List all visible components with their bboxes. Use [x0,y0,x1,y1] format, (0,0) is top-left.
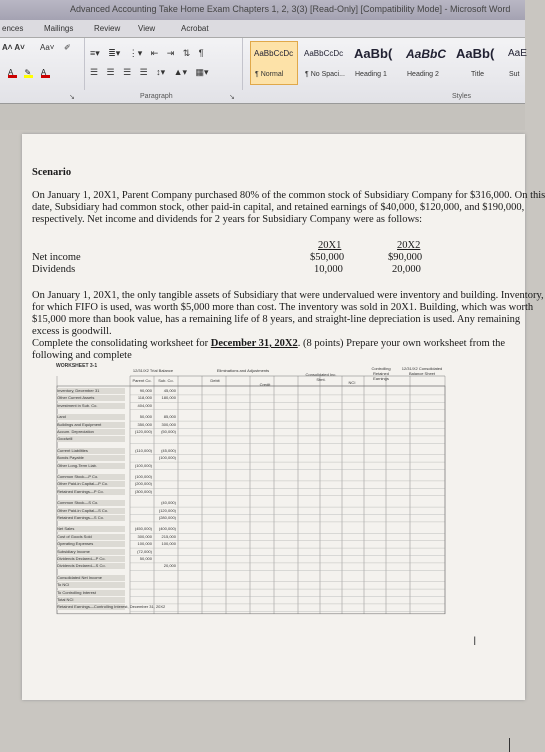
worksheet-cell-parent: (72,000) [137,548,152,554]
worksheet-row [57,508,457,514]
worksheet-row-label: Total NCI [57,597,74,602]
worksheet-row-label: Other Paid-in Capital—S Co. [57,507,109,513]
worksheet-row [57,489,457,495]
worksheet-row-label: Consolidated Net Income [57,574,102,580]
para1-line: respectively. Net income and dividends for 2 years for Subsidiary Company were as follows: [32,214,423,225]
ws-col-debit: Debit [210,378,220,383]
worksheet-row [57,549,457,555]
worksheet-cell-sub: (100,000) [158,455,176,461]
font-color-icon[interactable]: A [41,69,50,78]
worksheet-row-label: Retained Earnings—S Co. [57,515,104,520]
tab-review[interactable]: Review [94,24,121,33]
worksheet-row-label: Operating Expenses [57,541,94,547]
worksheet-row-label: To Controlling Interest [57,589,96,595]
worksheet-row-label: Dividends Declared—P Co. [57,556,106,561]
para2-line: for which FIFO is used, was worth $5,000 more than cost. The inventory was sold in 20X1. Building, which was worth [32,302,534,313]
align-left-icon[interactable]: ☰ [90,67,99,77]
paragraph-group-label: Paragraph [140,93,173,100]
worksheet-row-label: Other Long-Term Liab. [57,462,98,468]
worksheet-cell-sub: (40,000) [161,500,176,506]
worksheet-row-label: Net Sales [57,526,75,532]
worksheet-row-label: Retained Earnings—Controlling Interest, December 31, 20X2 [57,604,166,610]
paragraph-row-1 [90,43,208,59]
worksheet-row [57,582,457,588]
worksheet-cell-sub: 20,000 [163,563,176,569]
fin-row-label: Dividends [32,264,76,275]
decrease-indent-icon[interactable]: ⇤ [150,48,159,58]
worksheet-cell-parent: 100,000 [137,541,152,547]
style-preview: AaBb( [354,46,393,61]
worksheet-cell-sub: (50,000) [161,429,176,434]
sort-icon[interactable]: ⇅ [182,48,191,58]
worksheet-image [50,362,495,612]
highlight-color-icon[interactable]: ✎ [24,69,33,78]
worksheet-row-label: Other Paid-in Capital—P Co. [57,481,109,487]
worksheet-row [57,395,457,401]
para2-line: excess is goodwill. [32,326,112,337]
title-bar [0,0,525,20]
increase-indent-icon[interactable]: ⇥ [166,48,175,58]
para3-date: December 31, 20X2 [210,338,298,349]
worksheet-row-label: Buildings and Equipment [57,421,102,427]
worksheet-cell-sub: 300,000 [161,421,176,427]
worksheet-cell-parent: 404,000 [137,402,152,408]
style-name: ¶ No Spaci... [305,71,345,78]
text-cursor-icon: I [473,634,477,648]
worksheet-cell-parent: 350,000 [137,421,152,427]
para3-text: Complete the consolidating worksheet for [32,338,211,349]
worksheet-row [57,556,457,562]
style-heading-2[interactable] [402,41,450,85]
worksheet-row-label: Other Current Assets [57,395,95,401]
group-separator [84,38,85,90]
ws-col-consolidated-is: Consolidated Inc. Stmt. [305,372,337,382]
style-name: Heading 1 [355,71,387,78]
worksheet-row [57,500,457,506]
para2-line: On January 1, 20X1, the only tangible assets of Subsidiary that were undervalued were inventory and building. Inventory, [32,290,544,301]
style-name: Heading 2 [407,71,439,78]
worksheet-row [57,541,457,547]
bullets-icon[interactable]: ≡▾ [90,48,100,58]
worksheet-cell-sub: 100,000 [161,541,176,547]
worksheet-row [57,429,457,435]
worksheet-row [57,481,457,487]
style-normal[interactable] [250,41,298,85]
worksheet-row-label: Cost of Goods Sold [57,533,92,539]
style-preview: AaBbC [406,47,447,61]
ws-col-credit: Credit [259,382,271,387]
tab-references[interactable]: ences [2,24,24,33]
worksheet-row-label: Goodwill [57,436,73,442]
worksheet-row-label: Dividends Declared—S Co. [57,563,106,569]
tab-view[interactable]: View [138,24,156,33]
align-right-icon[interactable]: ☰ [123,67,132,77]
worksheet-row-label: Land [57,414,66,420]
paragraph-dialog-launcher-icon[interactable]: ↘ [229,94,235,101]
worksheet-row [57,534,457,540]
scenario-heading: Scenario [32,167,72,178]
borders-icon[interactable]: ▦▾ [195,67,209,77]
style-preview: AaBbCcDc [254,49,294,58]
styles-group-label: Styles [452,93,472,100]
para1-line: On January 1, 20X1, Parent Company purchased 80% of the common stock of Subsidiary Company for $316,000. On this [32,190,545,201]
fin-cell: $90,000 [388,252,423,263]
clear-format-icon[interactable]: ✐ [64,43,71,52]
tab-acrobat[interactable]: Acrobat [181,24,209,33]
worksheet-cell-parent: (200,000) [134,481,152,487]
ws-trial-balance-header: 12/31/X2 Trial Balance [132,368,174,373]
para3-line: following and complete [32,350,132,361]
worksheet-cell-sub: 215,000 [161,533,176,539]
worksheet-cell-parent: 300,000 [137,533,152,539]
style-title[interactable] [452,41,502,85]
worksheet-row [57,474,457,480]
style-name: Title [471,71,484,78]
worksheet-row [57,463,457,469]
para1-line: date, Subsidiary had common stock, other paid-in capital, and retained earnings of $40,000, $120,000, and $190,000, [32,202,525,213]
worksheet-cell-sub: (400,000) [158,526,176,532]
worksheet-row [57,448,457,454]
ws-col-parent: Parent Co. [132,378,152,383]
fin-row-label: Net income [32,252,81,263]
worksheet-cell-sub: 85,000 [163,414,176,420]
worksheet-row [57,590,457,596]
worksheet-cell-parent: 50,000 [139,414,152,420]
worksheet-cell-parent: (300,000) [134,488,152,494]
line-spacing-icon[interactable]: ↕▾ [156,67,166,77]
worksheet-row [57,597,457,603]
worksheet-row [57,388,457,394]
worksheet-row [57,436,457,442]
insertion-point [509,738,510,752]
worksheet-row-label-bg [57,414,125,420]
fin-cell: 20,000 [392,264,421,275]
worksheet-row-label: Inventory, December 31 [57,388,100,393]
pilcrow-icon[interactable]: ¶ [198,48,204,58]
worksheet-row-label: Investment in Sub. Co. [57,402,98,408]
numbering-icon[interactable]: ≣▾ [108,48,121,58]
para3-line [32,338,505,351]
multilevel-list-icon[interactable]: ⋮▾ [128,48,143,58]
worksheet-cell-parent: (450,000) [134,526,152,532]
paragraph-row-2 [90,62,213,78]
worksheet-row [57,604,457,610]
fin-cell: 10,000 [314,264,343,275]
style-preview: AaE [508,48,527,59]
worksheet-row [57,403,457,409]
worksheet-cell-parent: 118,000 [137,395,152,401]
worksheet-row [57,563,457,569]
worksheet-cell-parent: (120,000) [134,429,152,434]
worksheet-cell-parent: (100,000) [134,474,152,479]
document-workspace-top [0,104,525,130]
ws-col-controlling-re: Controlling Retained Earnings [371,366,391,381]
ws-col-nci: NCI [348,380,356,385]
shading-icon[interactable]: ▲▾ [173,67,188,77]
worksheet-cell-sub: (120,000) [158,507,176,513]
worksheet-row-label: To NCI [57,582,70,588]
para2-line: $15,000 more than book value, has a remaining life of 8 years, and straight-line depreciation is used. Any remaining [32,314,521,325]
grow-shrink-font-button[interactable]: A˄ A˅ [2,43,25,52]
text-effect-icon[interactable]: A [8,69,17,78]
worksheet-row [57,422,457,428]
worksheet-cell-parent: (100,000) [134,462,152,468]
worksheet-cell-parent: 90,000 [139,388,152,393]
ws-elim-header: Eliminations and Adjustments [216,368,270,373]
worksheet-cell-parent: 50,000 [139,556,152,561]
change-case-button[interactable]: Aa˅ [40,43,55,52]
style-subtitle[interactable] [504,41,526,85]
style-no-spacing[interactable] [300,41,348,85]
font-dialog-launcher-icon[interactable]: ↘ [69,94,75,101]
para3-text: . (8 points) Prepare your own worksheet from the [297,338,506,349]
worksheet-cell-parent: (110,000) [135,447,152,453]
worksheet-row-label: Accum. Depreciation [57,429,94,434]
worksheet-row [57,414,457,420]
worksheet-row [57,526,457,532]
style-heading-1[interactable] [350,41,400,85]
justify-icon[interactable]: ☰ [139,67,148,77]
worksheet-row-label: Retained Earnings—P Co. [57,488,104,494]
ribbon [0,38,525,104]
worksheet-cell-sub: 45,000 [163,388,176,393]
style-name: ¶ Normal [255,71,284,78]
worksheet-title: WORKSHEET 3-1 [56,363,98,369]
font-color-row [8,62,53,78]
worksheet-row-label: Subsidiary Income [57,548,90,554]
fin-header-20x2: 20X2 [397,240,421,251]
worksheet-row-label: Current Liabilities [57,447,88,453]
tab-mailings[interactable]: Mailings [44,24,74,33]
fin-cell: $50,000 [310,252,345,263]
worksheet-row-label: Bonds Payable [57,455,84,461]
style-name: Sut [509,71,520,78]
ribbon-tabs [0,20,525,38]
worksheet-row [57,515,457,521]
window-title: Advanced Accounting Take Home Exam Chapters 1, 2, 3(3) [Read-Only] [Compatibility Mode] - Microsoft Word [70,4,511,14]
worksheet-cell-sub: 180,000 [161,395,176,401]
worksheet-cell-sub: (45,000) [161,447,176,453]
worksheet-row [57,455,457,461]
ws-col-sub: Sub. Co. [158,378,174,383]
group-separator [242,38,243,90]
worksheet-cell-sub: (280,000) [158,515,176,520]
style-preview: AaBb( [456,46,495,61]
worksheet-row-label: Common Stock—S Co. [57,500,99,506]
align-center-icon[interactable]: ☰ [106,67,115,77]
worksheet-row [57,575,457,581]
fin-header-20x1: 20X1 [318,240,342,251]
ws-col-consolidated-bs: 12/31/X2 Consolidated Balance Sheet [401,366,443,376]
style-preview: AaBbCcDc [304,49,344,58]
worksheet-row-label: Common Stock—P Co. [57,474,99,479]
